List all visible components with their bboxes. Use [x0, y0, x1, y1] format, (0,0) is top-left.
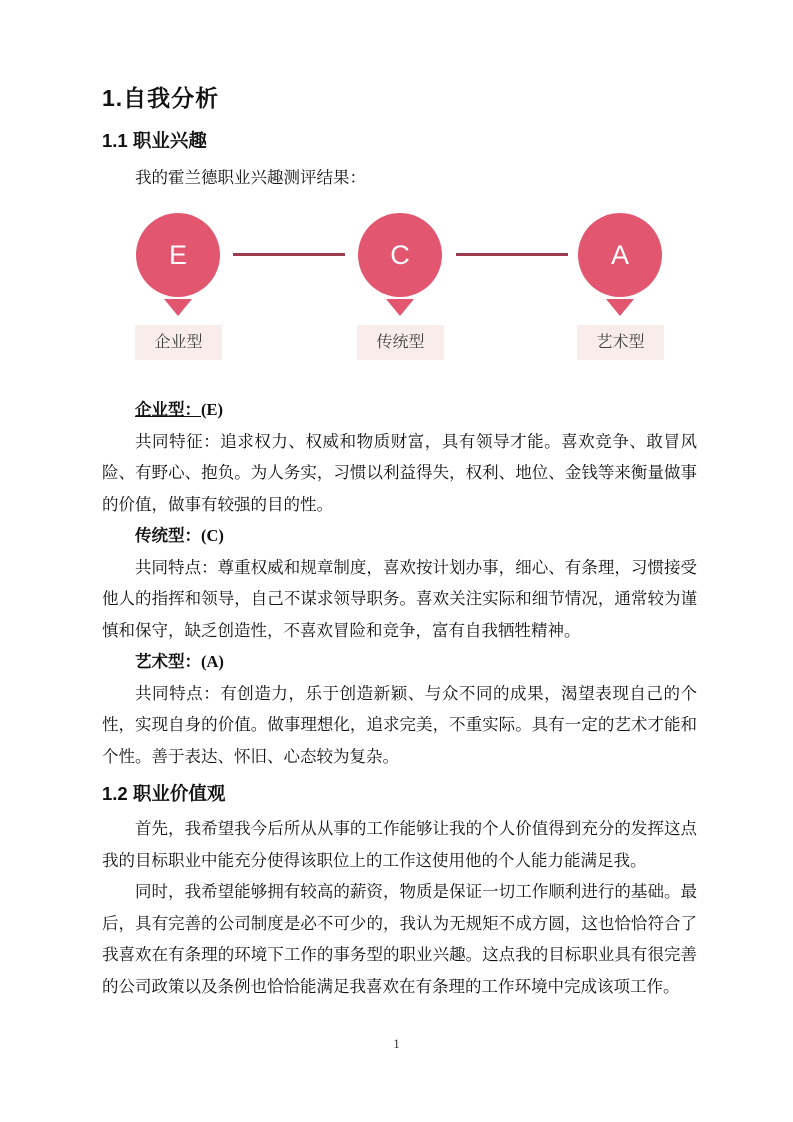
pin-triangle-icon: [606, 299, 634, 316]
type-label-artistic: 艺术型: [577, 325, 664, 360]
term-text: 艺术型：: [135, 652, 201, 671]
section-heading-career-interest: 1.1 职业兴趣: [102, 130, 207, 151]
term-text: 企业型：: [135, 400, 201, 419]
page-number: 1: [393, 1036, 400, 1051]
node-letter-c: C: [390, 239, 410, 270]
values-paragraph-1: 首先，我希望我今后所从从事的工作能够让我的个人价值得到充分的发挥这点我的目标职业中能充分使得该职位上的工作这使用他的个人能力能满足我。: [102, 819, 697, 870]
page-content: [0, 84, 793, 1002]
holland-diagram: [0, 213, 793, 360]
term-code: (E): [201, 400, 223, 419]
type-node-artistic: [578, 213, 662, 297]
type-label-enterprise: 企业型: [135, 325, 222, 360]
term-heading-artistic: [102, 646, 697, 678]
description-conventional: 共同特点：尊重权威和规章制度，喜欢按计划办事，细心、有条理，习惯接受他人的指挥和领导，自己不谋求领导职务。喜欢关注实际和细节情况，通常较为谨慎和保守，缺乏创造性，不喜欢冒险和竞争，富有自我牺牲精神。: [102, 557, 697, 640]
document-title: 1.自我分析: [102, 85, 220, 111]
pin-triangle-icon: [386, 299, 414, 316]
term-heading-conventional: [102, 520, 697, 552]
values-paragraph-2: 同时，我希望能够拥有较高的薪资，物质是保证一切工作顺利进行的基础。最后，具有完善的公司制度是必不可少的，我认为无规矩不成方圆，这也恰恰符合了我喜欢在有条理的环境下工作的事务型的职业兴趣。这点我的目标职业具有很完善的公司政策以及条例也恰恰能满足我喜欢在有条理的工作环境中完成该项工作。: [102, 882, 697, 996]
section-heading-career-values: 1.2 职业价值观: [102, 783, 226, 804]
type-node-conventional: [358, 213, 442, 297]
description-enterprise: 共同特征：追求权力、权威和物质财富，具有领导才能。喜欢竞争、敢冒风险、有野心、抱负。为人务实，习惯以利益得失，权利、地位、金钱等来衡量做事的价值，做事有较强的目的性。: [102, 431, 697, 514]
term-code: (A): [201, 652, 224, 671]
type-node-enterprise: [136, 213, 220, 297]
type-label-conventional: 传统型: [357, 325, 444, 360]
node-letter-a: A: [610, 239, 629, 270]
description-artistic: 共同特点：有创造力，乐于创造新颖、与众不同的成果，渴望表现自己的个性，实现自身的价值。做事理想化，追求完美，不重实际。具有一定的艺术才能和个性。善于表达、怀旧、心态较为复杂。: [102, 683, 697, 766]
pin-triangle-icon: [164, 299, 192, 316]
term-text: 传统型：: [135, 526, 201, 545]
node-letter-e: E: [168, 239, 187, 270]
intro-paragraph: 我的霍兰德职业兴趣测评结果：: [135, 168, 366, 187]
connector-line-2: [456, 253, 568, 256]
term-heading-enterprise: [102, 394, 697, 426]
term-code: (C): [201, 526, 224, 545]
type-descriptions: [102, 394, 697, 772]
connector-line-1: [233, 253, 345, 256]
